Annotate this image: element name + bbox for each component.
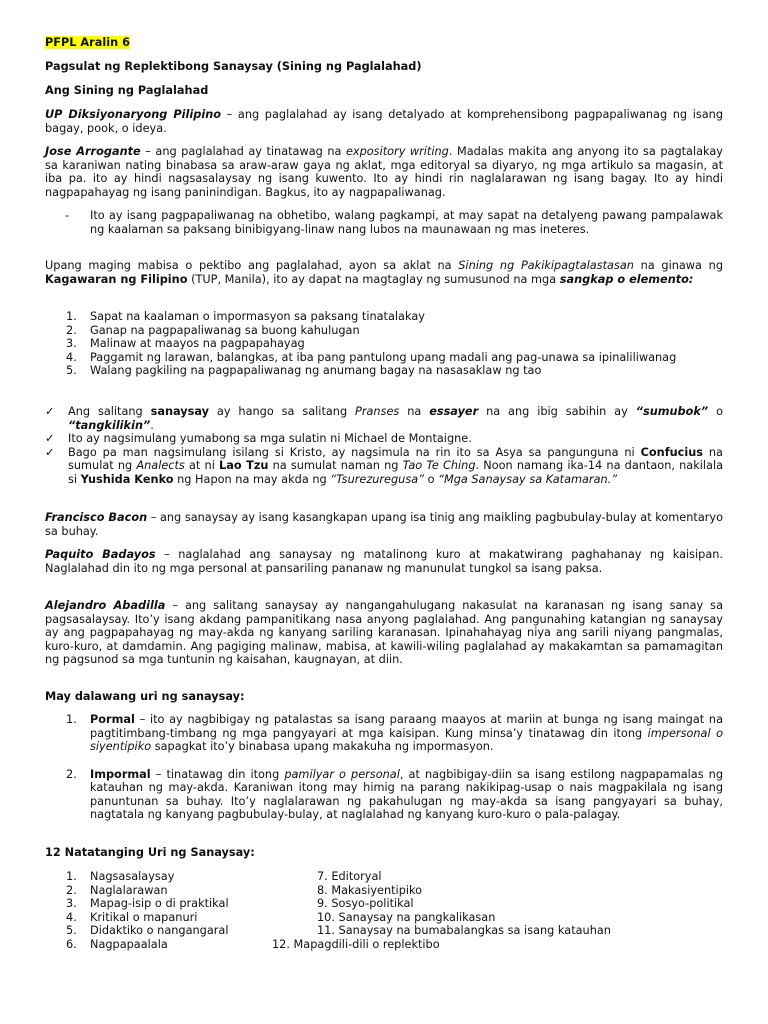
list-item: 11. Sanaysay na bumabalangkas sa isang katauhan xyxy=(317,924,611,937)
document-title: Pagsulat ng Replektibong Sanaysay (Sining ng Paglalahad) xyxy=(45,60,422,73)
definition-badayos: Paquito Badayos – naglalahad ang sanaysay ng matalinong kuro at makatwirang paghahanay ng kaisipan. Naglalahad din ito ng mga personal at pansariling pananaw ng manunulat tungkol sa isang paksa. xyxy=(45,548,723,575)
list-item: 9. Sosyo-politikal xyxy=(317,897,414,910)
list-item: 2. Naglalarawan xyxy=(66,883,168,897)
definition-up: UP Diksiyonaryong Pilipino – ang paglalahad ay isang detalyado at komprehensibong pagpapaliwanag ng isang bagay, pook, o ideya. xyxy=(45,108,724,135)
list-item: 2. Impormal – tinatawag din itong pamilyar o personal, at nagbibigay-diin sa isang estilong nagpapamalas ng katauhan ng may-akda. Karaniwan itong may himig na parang nakikipag-usap o nais magpakilala ng isang panuntunan sa buhay. Ito’y naglalarawan ng pakahulugan ng may-akda sa isang pangyayari sa buhay, nagtatala ng kanyang pagbubulay-bulay, at naglalahad ng kanyang kuro-kuro o pala-palagay. xyxy=(66,767,724,821)
check-icon: ✓ xyxy=(45,405,55,418)
list-item: 1. Nagsasalaysay xyxy=(66,870,175,883)
section-heading: Ang Sining ng Paglalahad xyxy=(45,84,209,97)
list-item: 1. Sapat na kaalaman o impormasyon sa paksang tinatalakay xyxy=(66,310,425,323)
list-item: 4. Paggamit ng larawan, balangkas, at iba pang pantulong upang madali ang pag-unawa sa ipinaliliwanag xyxy=(66,350,677,364)
definition-arrogante: Jose Arrogante – ang paglalahad ay tinatawag na expository writing. Madalas makita ang anyong ito sa pagtalakay sa karaniwan nating binabasa sa araw-araw gaya ng aklat, mga editoryal sa diyaryo, ng mga artikulo sa magasin, at iba pa. ito ay hindi nagsasalaysay ng isang kuwento. Ito ay hindi rin naglalarawan ng isang bagay. Ito ay hindi nagpapahayag ng isang paninindigan. Bagkus, ito ay nagpapaliwanag. xyxy=(45,145,723,199)
list-item: 5. Walang pagkiling na pagpapaliwanag ng anumang bagay na nasasaklaw ng tao xyxy=(66,364,542,377)
list-item: 12. Mapagdili-dili o replektibo xyxy=(272,937,440,951)
types-heading: May dalawang uri ng sanaysay: xyxy=(45,690,245,703)
elements-intro: Upang maging mabisa o pektibo ang paglalahad, ayon sa aklat na Sining ng Pakikipagtalastasan na ginawa ng Kagawaran ng Filipino (TUP, Manila), ito ay dapat na magtaglay ng sumusunod na mga sangkap o elemento: xyxy=(45,259,723,286)
check-icon: ✓ xyxy=(45,432,55,445)
checklist xyxy=(45,405,723,486)
elements-list xyxy=(66,310,723,378)
list-item: 6. Nagpapaalala xyxy=(66,937,168,951)
list-item: ✓ Ang salitang sanaysay ay hango sa salitang Pranses na essayer na ang ibig sabihin ay “sumubok” o “tangkilikin”. xyxy=(45,405,724,432)
dash-note: - Ito ay isang pagpapaliwanag na obhetibo, walang pagkampi, at may sapat na detalyeng pawang pampalawak ng kaalaman sa paksang binibigyang-linaw nang lubos na maunawaan ng mas ineteres. xyxy=(65,209,723,236)
list-item: 5. Didaktiko o nangangaral xyxy=(66,924,229,937)
list-item: 8. Makasiyentipiko xyxy=(317,883,423,897)
list-item: ✓ Bago pa man nagsimulang isilang si Kristo, ay nagsimula na rin ito sa Asya sa pangunguna ni Confucius na sumulat ng Analects at ni Lao Tzu na sumulat naman ng Tao Te Ching. Noon namang ika-14 na dantaon, nakilala si Yushida Kenko ng Hapon na may akda ng “Tsurezuregusa” o “Mga Sanaysay sa Katamaran.” xyxy=(45,445,724,486)
list-item: 3. Malinaw at maayos na pagpapahayag xyxy=(66,337,305,350)
list-item: 4. Kritikal o mapanuri xyxy=(66,910,198,924)
definition-abadilla: Alejandro Abadilla – ang salitang sanaysay ay nangangahulugang nakasulat na karanasan ng isang sanay sa pagsasalaysay. Ito’y isang akdang pampanitikang nasa anyong paglalahad. Ang pangunahing katangian ng sanaysay ay ang pagpapahayag ng may-akda ng kanyang sariling karanasan. Ipinahahayag niya ang sarili niyang pangmalas, kuro-kuro, at damdamin. Ang pagiging malinaw, mabisa, at kawili-wiling paglalahad ay makakamtan sa pamamagitan ng pagsunod sa mga tuntunin ng kaisahan, kaugnayan, at diin. xyxy=(45,599,723,666)
list-item: 2. Ganap na pagpapaliwanag sa buong kahulugan xyxy=(66,323,360,337)
list-item: ✓ Ito ay nagsimulang yumabong sa mga sulatin ni Michael de Montaigne. xyxy=(45,432,472,445)
list-item: 7. Editoryal xyxy=(317,870,382,883)
lesson-tag: PFPL Aralin 6 xyxy=(45,36,130,49)
list-item: 3. Mapag-isip o di praktikal xyxy=(66,897,229,910)
types-list xyxy=(66,713,723,822)
twelve-heading: 12 Natatanging Uri ng Sanaysay: xyxy=(45,846,255,859)
definition-bacon: Francisco Bacon – ang sanaysay ay isang kasangkapan upang isa tinig ang maikling pagbubulay-bulay at komentaryo sa buhay. xyxy=(45,511,723,538)
list-item: 1. Pormal – ito ay nagbibigay ng patalastas sa isang paraang maayos at mariin at bunga ng isang maingat na pagtitimbang-timbang ng mga pangyayari at mga kaisipan. Kung minsa’y tinatawag din itong impersonal o siyentipiko sapagkat ito’y binabasa upang makakuha ng impormasyon. xyxy=(66,713,723,753)
check-icon: ✓ xyxy=(45,445,55,459)
list-item: 10. Sanaysay na pangkalikasan xyxy=(317,910,496,924)
